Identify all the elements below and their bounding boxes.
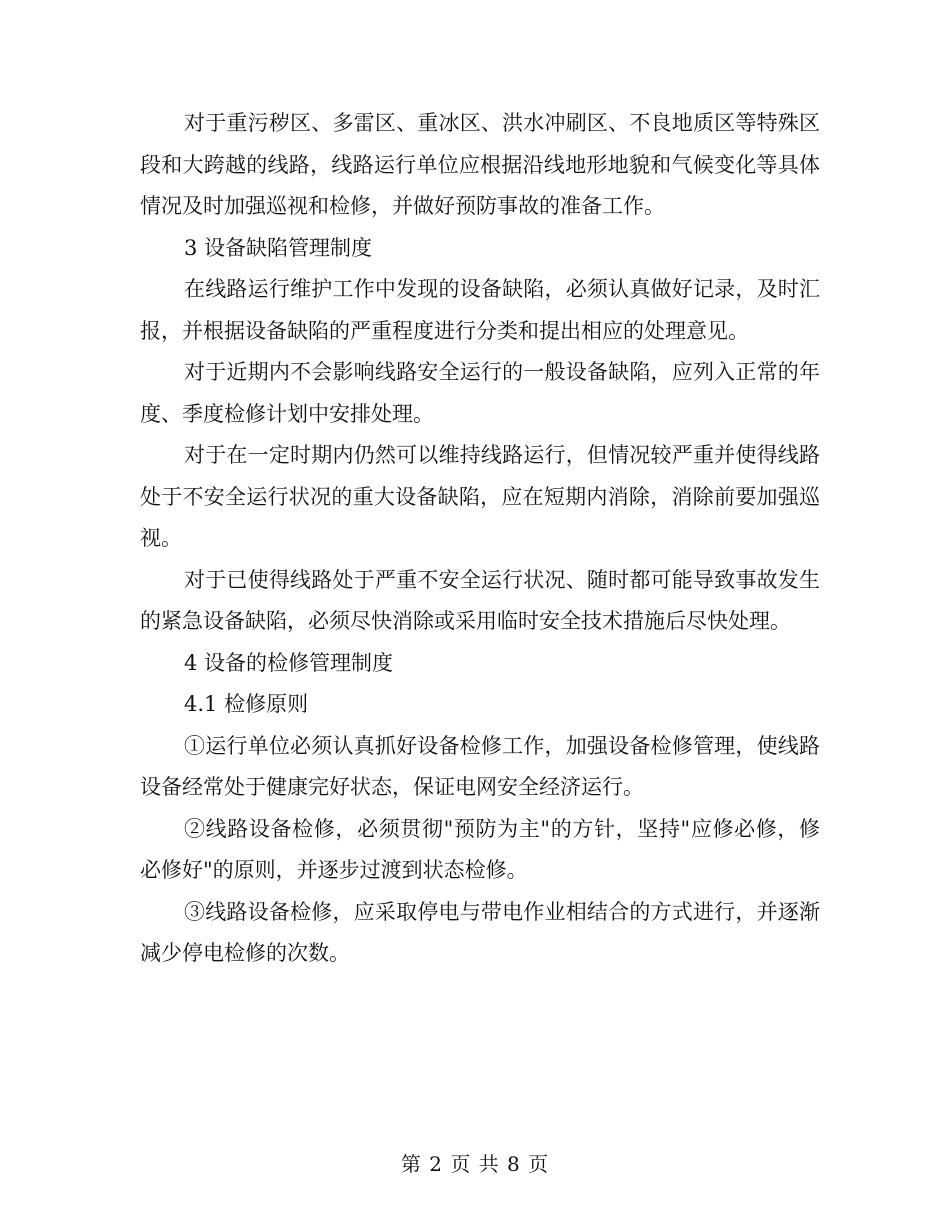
paragraph: 对于已使得线路处于严重不安全运行状况、随时都可能导致事故发生的紧急设备缺陷，必须尽快消除或采用临时安全技术措施后尽快处理。 [140,567,820,633]
paragraph: 对于在一定时期内仍然可以维持线路运行，但情况较严重并使得线路处于不安全运行状况的重大设备缺陷，应在短期内消除，消除前要加强巡视。 [140,443,820,550]
paragraph: 对于近期内不会影响线路安全运行的一般设备缺陷，应列入正常的年度、季度检修计划中安排处理。 [140,360,820,426]
paragraph: 对于重污秽区、多雷区、重冰区、洪水冲刷区、不良地质区等特殊区段和大跨越的线路，线路运行单位应根据沿线地形地貌和气候变化等具体情况及时加强巡视和检修，并做好预防事故的准备工作。 [140,111,820,218]
paragraph: 在线路运行维护工作中发现的设备缺陷，必须认真做好记录，及时汇报，并根据设备缺陷的严重程度进行分类和提出相应的处理意见。 [140,277,820,343]
list-item: ③线路设备检修，应采取停电与带电作业相结合的方式进行，并逐渐减少停电检修的次数。 [140,899,820,965]
section-heading: 3 设备缺陷管理制度 [184,235,373,260]
list-item: ①运行单位必须认真抓好设备检修工作，加强设备检修管理，使线路设备经常处于健康完好状态，保证电网安全经济运行。 [140,733,820,799]
page-number-footer: 第 2 页 共 8 页 [400,1152,550,1176]
section-heading: 4 设备的检修管理制度 [184,650,394,675]
list-item: ②线路设备检修，必须贯彻"预防为主"的方针，坚持"应修必修，修必修好"的原则，并逐步过渡到状态检修。 [140,816,820,882]
body-text [140,103,820,975]
subsection-heading: 4.1 检修原则 [184,692,309,716]
